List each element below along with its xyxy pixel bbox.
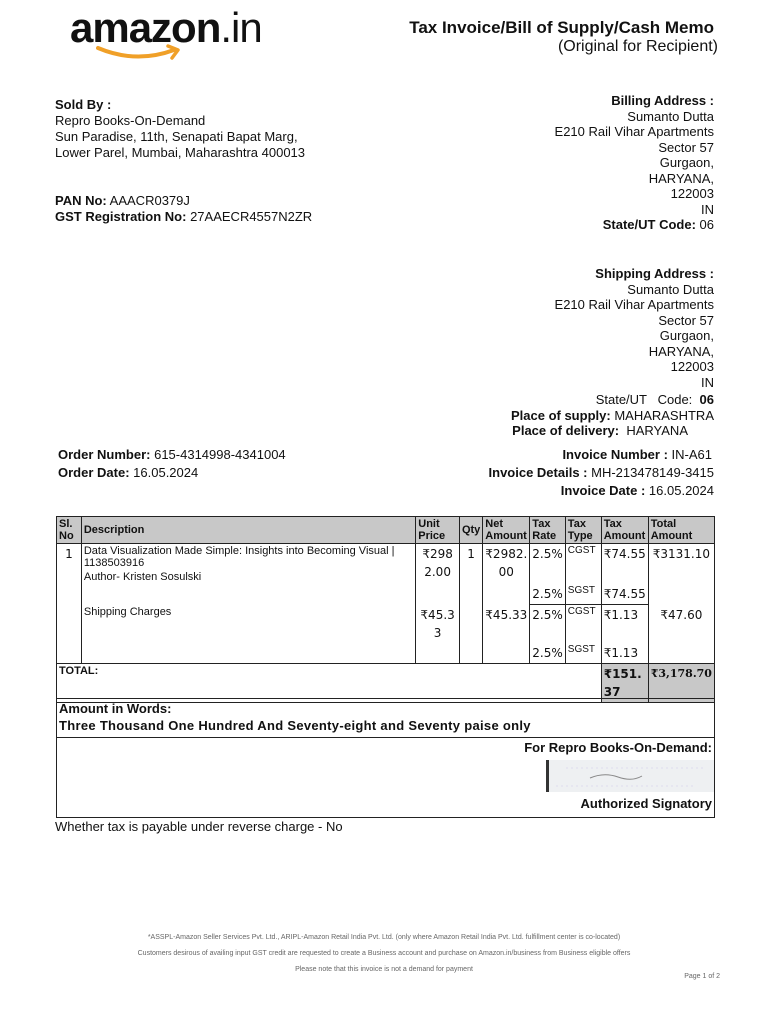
gst-label: GST Registration No: bbox=[55, 209, 187, 224]
invoice-subtitle: (Original for Recipient) bbox=[557, 38, 718, 55]
order-date-label: Order Date: bbox=[58, 465, 130, 480]
billing-line: 122003 bbox=[670, 186, 714, 201]
authorized-signatory-label: Authorized Signatory bbox=[580, 796, 712, 811]
for-seller-label: For Repro Books-On-Demand: bbox=[524, 740, 712, 755]
table-row bbox=[57, 605, 715, 643]
item-total: ₹3131.10 bbox=[648, 544, 714, 585]
shipping-tax-rate: 2.5% bbox=[530, 605, 566, 643]
col-header-unit-price: Unit Price bbox=[416, 517, 460, 544]
footer-line-2: Customers desirous of availing input GST credit are requested to create a Business account and purchase on Amazon.in/business from Business eligible offers bbox=[137, 950, 631, 957]
shipping-label: Shipping Address : bbox=[595, 266, 714, 281]
shipping-address bbox=[511, 266, 714, 439]
seller-block bbox=[55, 97, 305, 161]
billing-state-code: 06 bbox=[699, 217, 714, 232]
items-table bbox=[56, 516, 715, 703]
shipping-tax-amount-2: ₹1.13 bbox=[601, 643, 648, 664]
invoice-details-label: Invoice Details : bbox=[488, 465, 588, 480]
page-number: Page 1 of 2 bbox=[684, 973, 720, 980]
billing-address bbox=[555, 93, 714, 233]
pan-label: PAN No: bbox=[55, 193, 107, 208]
item-tax-amount-2: ₹74.55 bbox=[601, 584, 648, 605]
footer-line-1: *ASSPL-Amazon Seller Services Pvt. Ltd., ARIPL-Amazon Retail India Pvt. Ltd. (only where Amazon Retail India Pvt. Ltd. fulfillment center is co-located) bbox=[147, 934, 621, 941]
item-net-amount: ₹2982.00 bbox=[483, 544, 530, 585]
amount-words-value: Three Thousand One Hundred And Seventy-eight and Seventy paise only bbox=[59, 718, 531, 733]
shipping-line: E210 Rail Vihar Apartments bbox=[554, 297, 714, 312]
shipping-charges-label: Shipping Charges bbox=[81, 605, 415, 643]
amazon-smile-icon bbox=[96, 44, 186, 62]
footer-line-3: Please note that this invoice is not a demand for payment bbox=[295, 966, 473, 973]
seller-address-1: Sun Paradise, 11th, Senapati Bapat Marg, bbox=[55, 129, 298, 144]
shipping-line: 122003 bbox=[670, 359, 714, 374]
item-author: Author- Kristen Sosulski bbox=[83, 571, 202, 583]
shipping-net-amount: ₹45.33 bbox=[483, 605, 530, 643]
table-row bbox=[57, 643, 715, 664]
item-tax-rate: 2.5% bbox=[530, 544, 566, 585]
shipping-line: Sector 57 bbox=[658, 312, 714, 328]
table-row bbox=[57, 544, 715, 585]
shipping-state-label: State/UT Code: bbox=[595, 392, 693, 407]
shipping-tax-amount: ₹1.13 bbox=[601, 605, 648, 643]
item-tax-type: CGST bbox=[565, 544, 601, 585]
order-number-label: Order Number: bbox=[58, 447, 151, 462]
billing-state-label: State/UT Code: bbox=[602, 217, 696, 232]
place-of-delivery-label: Place of delivery: bbox=[512, 423, 620, 438]
logo-tld: .in bbox=[220, 4, 262, 51]
shipping-total: ₹47.60 bbox=[648, 605, 714, 643]
invoice-date-label: Invoice Date : bbox=[560, 483, 646, 498]
invoice-number-label: Invoice Number : bbox=[562, 447, 668, 462]
item-title: Data Visualization Made Simple: Insights into Becoming Visual | 1138503916 bbox=[83, 545, 395, 569]
item-description bbox=[81, 544, 415, 585]
shipping-state-code: 06 bbox=[699, 392, 714, 407]
shipping-line: IN bbox=[701, 374, 714, 390]
col-header-sl: Sl. No bbox=[57, 517, 82, 544]
item-tax-type-2: SGST bbox=[565, 584, 601, 605]
shipping-tax-type-2: SGST bbox=[565, 643, 601, 664]
invoice-info bbox=[489, 446, 714, 500]
order-info bbox=[58, 446, 286, 482]
item-unit-price: ₹2982.00 bbox=[416, 544, 460, 585]
seller-address-2: Lower Parel, Mumbai, Maharashtra 400013 bbox=[55, 145, 306, 160]
billing-line: Sumanto Dutta bbox=[627, 108, 714, 124]
item-tax-amount: ₹74.55 bbox=[601, 544, 648, 585]
total-row bbox=[57, 663, 715, 702]
pan-value: AAACR0379J bbox=[109, 193, 190, 208]
shipping-tax-rate-2: 2.5% bbox=[530, 643, 566, 664]
billing-line: Sector 57 bbox=[658, 139, 714, 155]
gst-value: 27AAECR4557N2ZR bbox=[190, 209, 313, 224]
shipping-unit-price: ₹45.33 bbox=[416, 605, 460, 643]
invoice-details: MH-213478149-3415 bbox=[591, 465, 714, 480]
item-tax-rate-2: 2.5% bbox=[530, 584, 566, 605]
item-sl: 1 bbox=[57, 544, 82, 585]
billing-line: IN bbox=[701, 201, 714, 217]
col-header-tax-rate: Tax Rate bbox=[530, 517, 566, 544]
col-header-total-amount: Total Amount bbox=[648, 517, 714, 544]
place-of-supply-label: Place of supply: bbox=[510, 407, 611, 423]
shipping-line: Sumanto Dutta bbox=[627, 281, 714, 297]
table-row bbox=[57, 584, 715, 605]
amount-words-label: Amount in Words: bbox=[59, 701, 172, 716]
total-tax: ₹151.37 bbox=[601, 663, 648, 702]
shipping-tax-type: CGST bbox=[565, 605, 601, 643]
col-header-net-amount: Net Amount bbox=[483, 517, 530, 544]
billing-line: Gurgaon, bbox=[659, 155, 714, 170]
reverse-charge-note: Whether tax is payable under reverse charge - No bbox=[55, 819, 343, 834]
signature-image bbox=[546, 760, 714, 792]
signature-block bbox=[56, 736, 715, 818]
place-of-supply: MAHARASHTRA bbox=[614, 407, 714, 423]
billing-line: HARYANA, bbox=[648, 170, 714, 186]
seller-name: Repro Books-On-Demand bbox=[55, 113, 206, 128]
shipping-line: Gurgaon, bbox=[659, 328, 714, 343]
item-qty: 1 bbox=[459, 544, 482, 585]
col-header-tax-type: Tax Type bbox=[565, 517, 601, 544]
col-header-description: Description bbox=[81, 517, 415, 544]
amount-in-words bbox=[56, 698, 715, 738]
order-date: 16.05.2024 bbox=[133, 465, 199, 480]
grand-total: ₹3,178.70 bbox=[648, 663, 714, 702]
tax-ids bbox=[55, 193, 312, 225]
total-label: TOTAL: bbox=[57, 663, 602, 702]
invoice-number: IN-A61 bbox=[671, 447, 712, 462]
place-of-delivery: HARYANA bbox=[626, 423, 688, 438]
invoice-title: Tax Invoice/Bill of Supply/Cash Memo bbox=[409, 18, 714, 37]
table-header-row bbox=[57, 517, 715, 544]
invoice-date: 16.05.2024 bbox=[648, 483, 714, 498]
billing-label: Billing Address : bbox=[611, 93, 714, 108]
col-header-qty: Qty bbox=[459, 517, 482, 544]
col-header-tax-amount: Tax Amount bbox=[601, 517, 648, 544]
order-number: 615-4314998-4341004 bbox=[154, 447, 286, 462]
sold-by-label: Sold By : bbox=[55, 97, 112, 112]
shipping-line: HARYANA, bbox=[648, 343, 714, 359]
billing-line: E210 Rail Vihar Apartments bbox=[554, 124, 714, 139]
logo-brand: amazon bbox=[70, 4, 221, 51]
